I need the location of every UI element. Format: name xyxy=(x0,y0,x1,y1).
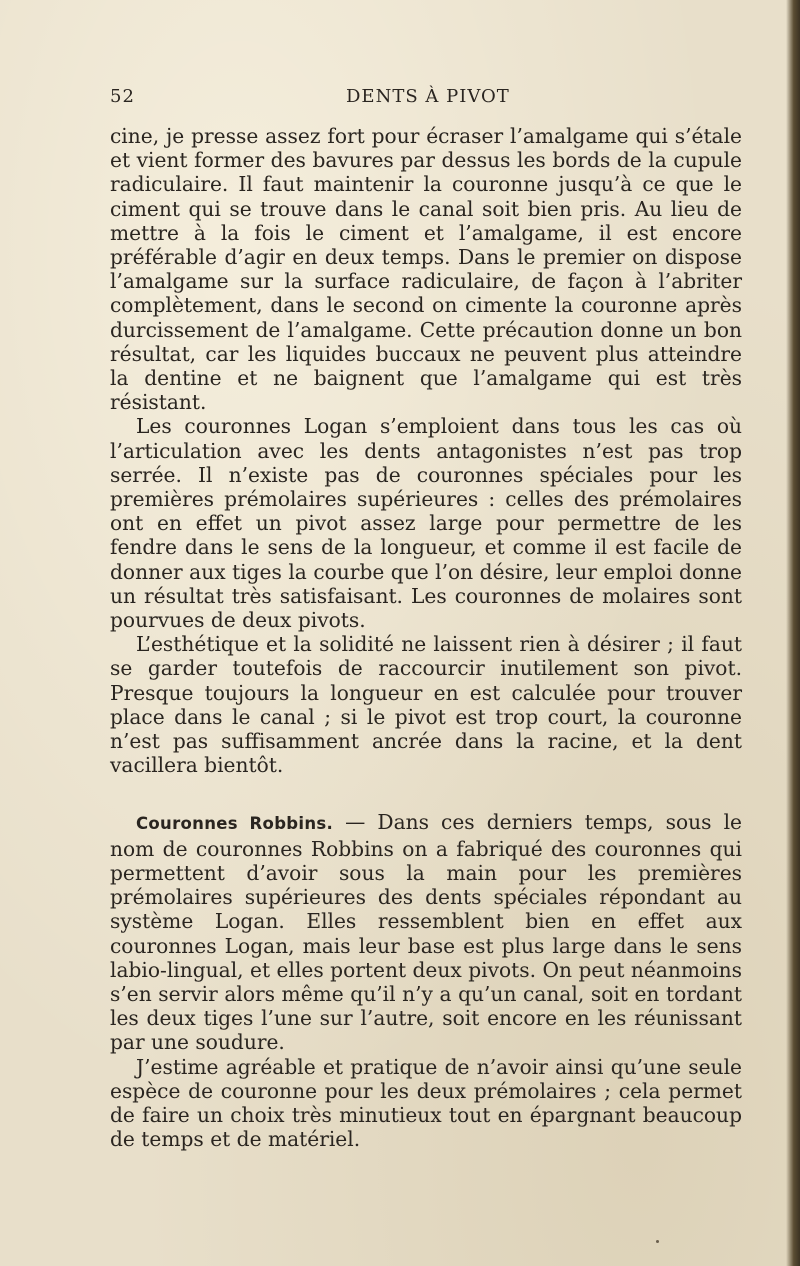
running-title: DENTS À PIVOT xyxy=(346,86,510,107)
paragraph-continuation: cine, je presse assez fort pour écraser l’amalgame qui s’étale et vient former des bavures par dessus les bords de la cupule radiculaire. Il faut maintenir la couronne jusqu’à ce que le ciment qui se trouve dans le canal soit bien pris. Au lieu de mettre à la fois le ciment et l’amalgame, il est encore préférable d’agir en deux temps. Dans le premier on dispose l’amalgame sur la surface radiculaire, de façon à l’abriter complètement, dans le second on cimente la couronne après durcissement de l’amalgame. Cette précaution donne un bon résultat, car les liquides buccaux ne peuvent plus atteindre la dentine et ne baignent que l’amalgame qui est très résistant. xyxy=(110,124,742,415)
paragraph-aesthetics: L’esthétique et la solidité ne laissent rien à désirer ; il faut se garder toutefois de raccourcir inutilement son pivot. Presque toujours la longueur en est calculée pour trouver place dans le canal ; si le pivot est trop court, la couronne n’est pas suffisamment ancrée dans la racine, et la dent vacillera bientôt. xyxy=(110,632,742,778)
paragraph-closing: J’estime agréable et pratique de n’avoir ainsi qu’une seule espèce de couronne pour les deux prémolaires ; cela permet de faire un choix très minutieux tout en épargnant beaucoup de temps et de matériel. xyxy=(110,1054,742,1152)
section-robbins-intro xyxy=(110,810,742,1054)
print-speck xyxy=(656,1240,659,1243)
section-spacer xyxy=(110,777,742,810)
page-number: 52 xyxy=(110,86,135,107)
page-edge-shadow xyxy=(786,0,800,1266)
heading-dash: — xyxy=(333,810,378,835)
page-header xyxy=(110,86,742,110)
paragraph-logan-crowns: Les couronnes Logan s’emploient dans tous les cas où l’articulation avec les dents antagonistes n’est pas trop serrée. Il n’existe pas de couronnes spéciales pour les premières prémolaires supérieures : celles des prémolaires ont en effet un pivot assez large pour permettre de les fendre dans le sens de la longueur, et comme il est facile de donner aux tiges la courbe que l’on désire, leur emploi donne un résultat très satisfaisant. Les couronnes de molaires sont pourvues de deux pivots. xyxy=(110,414,742,633)
section-intro-text: Dans ces derniers temps, sous le nom de couronnes Robbins on a fabriqué des couronnes qui permettent d’avoir sous la main pour les premières prémolaires supérieures des dents spéciales répondant au système Logan. Elles ressemblent bien en effet aux couronnes Logan, mais leur base est plus large dans le sens labio-lingual, et elles portent deux pivots. On peut néanmoins s’en servir alors même qu’il n’y a qu’un canal, soit en tordant les deux tiges l’une sur l’autre, soit encore en les réunissant par une soudure. xyxy=(110,810,742,1055)
section-heading: Couronnes Robbins. xyxy=(136,814,334,834)
body-text xyxy=(110,124,742,1151)
